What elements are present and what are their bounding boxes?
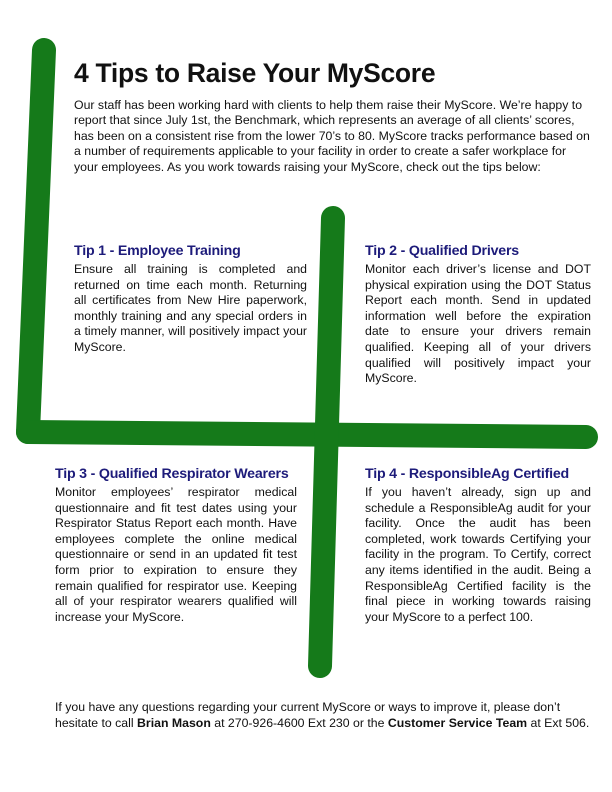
tip-employee-training	[74, 243, 307, 356]
tip-body: Ensure all training is completed and returned on time each month. Returning all certificates from New Hire paperwork, monthly training and any special orders in a timely manner, will positively impact your MyScore.	[74, 262, 307, 354]
closing-text-3: at Ext 506.	[527, 715, 590, 730]
tip-heading: Tip 4 - ResponsibleAg Certified	[365, 466, 570, 482]
tip-heading: Tip 2 - Qualified Drivers	[365, 243, 519, 259]
closing-text-2: at 270-926-4600 Ext 230 or the	[210, 715, 388, 730]
tip-heading: Tip 1 - Employee Training	[74, 243, 241, 259]
tip-qualified-respirator-wearers	[55, 466, 297, 625]
page-title: 4 Tips to Raise Your MyScore	[74, 58, 436, 88]
closing-text-1: If you have any questions regarding your current MyScore or ways to improve it, please don’t hesitate to call	[55, 700, 561, 730]
team-name: Customer Service Team	[387, 715, 528, 730]
contact-name: Brian Mason	[137, 715, 211, 730]
tip-responsibleag-certified	[365, 466, 591, 625]
closing-paragraph	[55, 700, 591, 731]
four-horizontal-stroke	[28, 432, 586, 437]
tip-body: If you haven’t already, sign up and schedule a ResponsibleAg audit for your facility. Once the audit has been completed, work towards Certifying your facility in the program. To Certify, correct any items identified in the audit. Being a ResponsibleAg Certified facility is the final piece in working towards raising your MyScore to a perfect 100.	[365, 485, 591, 624]
tip-qualified-drivers	[365, 243, 591, 387]
intro-paragraph: Our staff has been working hard with clients to help them raise their MyScore. We’re happy to report that since July 1st, the Benchmark, which represents an average of all clients’ scores, has been on a consistent rise from the lower 70’s to 80. MyScore tracks performance based on a number of requirements applicable to your facility in order to create a safer workplace for your employees. As you work towards raising your MyScore, check out the tips below:	[74, 98, 590, 174]
tip-body: Monitor each driver’s license and DOT physical expiration using the DOT Status Report each month. Send in updated information well before the expiration date to ensure your drivers remain qualified. Keeping all of your drivers qualified will positively impact your MyScore.	[365, 262, 591, 386]
tip-heading: Tip 3 - Qualified Respirator Wearers	[55, 466, 289, 482]
four-center-stroke	[320, 218, 333, 666]
four-left-stroke	[28, 50, 44, 432]
tip-body: Monitor employees’ respirator medical questionnaire and fit test dates using your Respirator Status Report each month. Have employees complete the online medical questionnaire or send in an updated fit test form prior to expiration to ensure they remain qualified for respirator use. Keeping all of your respirator wearers qualified will increase your MyScore.	[55, 485, 297, 624]
